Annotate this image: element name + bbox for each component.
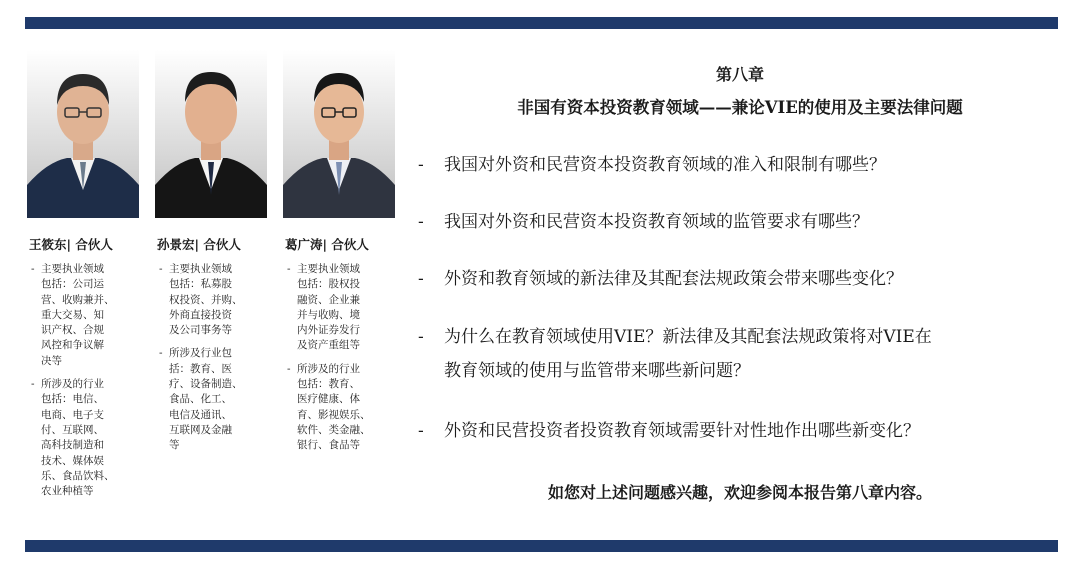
- chapter-title: 非国有资本投资教育领域——兼论VIE的使用及主要法律问题: [517, 98, 963, 117]
- industries: - 所涉及行业包 括：教育、医 疗、设备制造、 食品、化工、 电信及通讯、 互联网及金融 等: [159, 347, 243, 452]
- portrait-photo: [283, 50, 395, 218]
- portrait-photo: [27, 50, 139, 218]
- partner-bio: [159, 262, 243, 462]
- partner-name: 王筱东| 合伙人: [29, 237, 113, 252]
- partner-bio: [31, 262, 115, 507]
- chapter-number: 第八章: [715, 65, 764, 84]
- partner-name: 葛广涛| 合伙人: [285, 237, 369, 252]
- partner-bio: [287, 262, 371, 462]
- top-banner-bar: [25, 17, 1058, 29]
- closing-note: 如您对上述问题感兴趣，欢迎参阅本报告第八章内容。: [547, 483, 932, 502]
- portrait-photo: [155, 50, 267, 218]
- partner-name: 孙景宏| 合伙人: [157, 237, 241, 252]
- practice-areas: - 主要执业领域 包括：公司运 营、收购兼并、 重大交易、知 识产权、合规 风控和争议解 决等: [31, 263, 115, 367]
- industries: - 所涉及的行业 包括：教育、 医疗健康、体 育、影视娱乐、 软件、类金融、 银行、食品等: [287, 362, 371, 452]
- practice-areas: - 主要执业领域 包括：私募股 权投资、并购、 外商直接投资 及公司事务等: [159, 263, 243, 337]
- practice-areas: - 主要执业领域 包括：股权投 融资、企业兼 并与收购、境 内外证券发行 及资产重组等: [287, 263, 360, 352]
- industries: - 所涉及的行业 包括：电信、 电商、电子支 付、互联网、 高科技制造和 技术、媒体娱 乐、食品饮料、 农业种植等: [31, 378, 115, 498]
- bottom-banner-bar: [25, 540, 1058, 552]
